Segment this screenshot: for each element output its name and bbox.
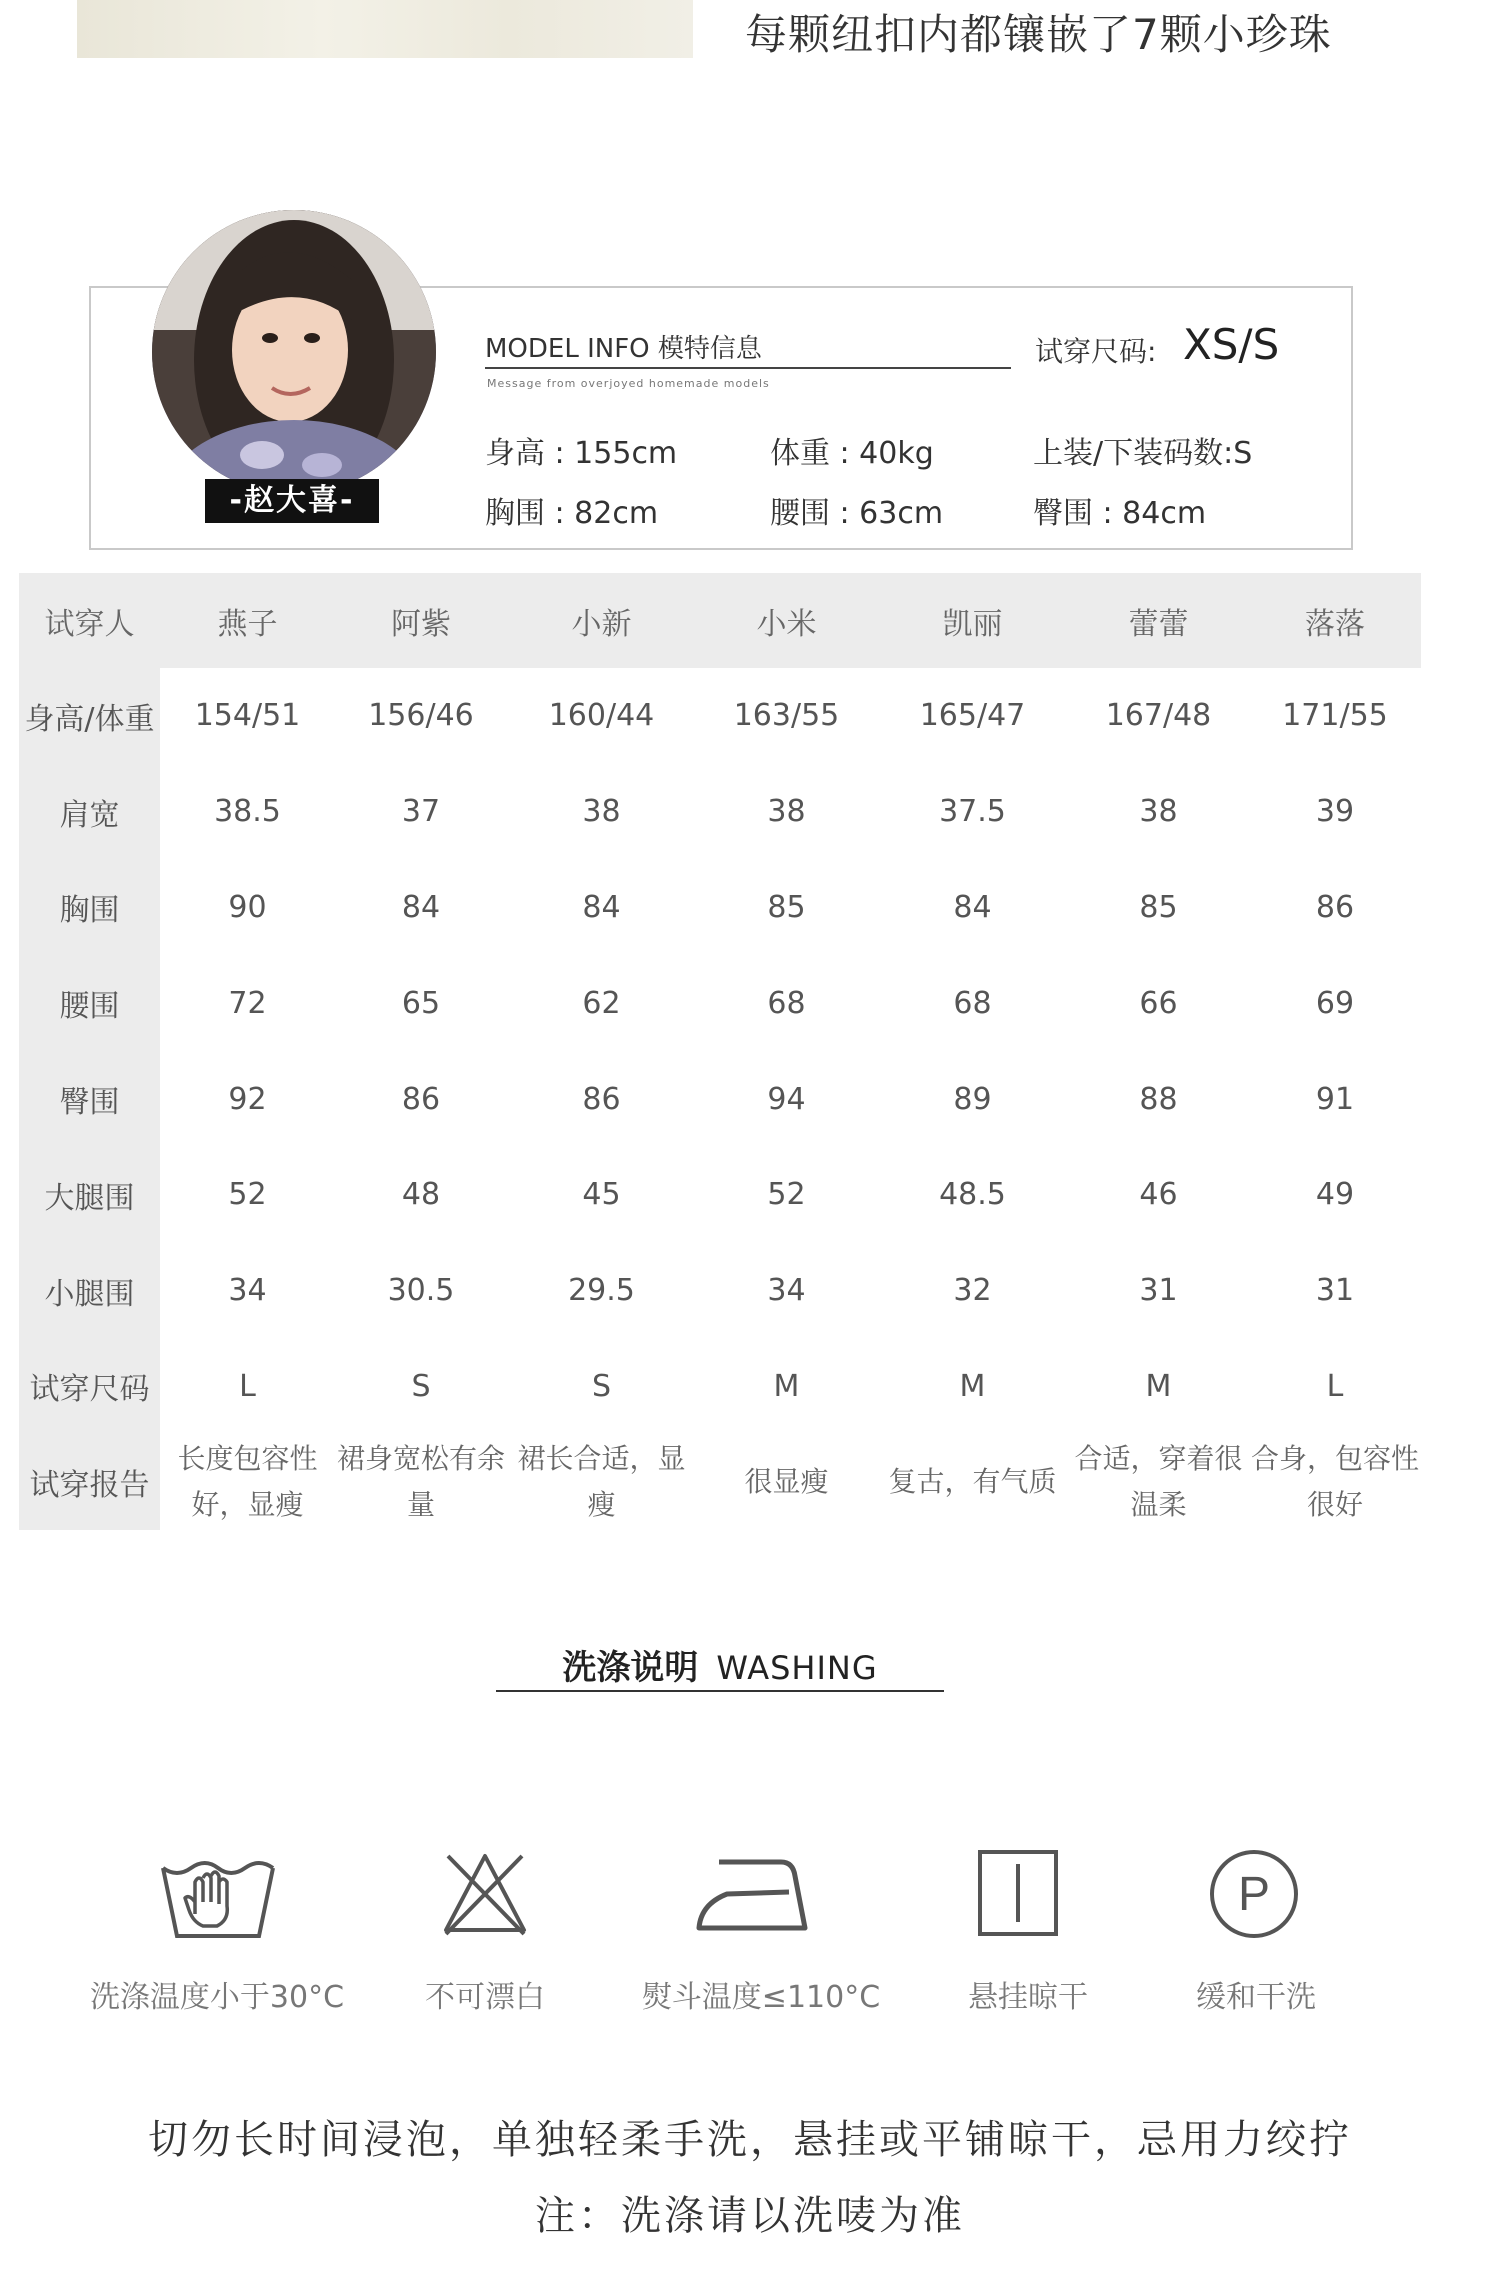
row-label: 臀围	[19, 1051, 160, 1147]
washing-title-en: WASHING	[716, 1649, 878, 1687]
washing-title	[496, 1640, 944, 1689]
model-hip: 臀围 : 84cm	[1033, 496, 1207, 531]
report-cell: 裙长合适，显瘦	[517, 1442, 686, 1522]
table-cell: 48.5	[939, 1177, 1006, 1213]
iron-icon	[693, 1848, 811, 1938]
table-cell: M	[1145, 1368, 1172, 1404]
washing-title-underline	[496, 1690, 944, 1692]
washing-title-cn: 洗涤说明	[562, 1648, 699, 1688]
table-cell: 88	[1139, 1081, 1178, 1117]
model-info-underline	[485, 367, 1011, 369]
table-cell: 171/55	[1282, 698, 1388, 734]
table-cell: 39	[1315, 794, 1355, 830]
row-label: 大腿围	[19, 1147, 160, 1243]
report-cell: 裙身宽松有余量	[336, 1442, 505, 1522]
model-height: 身高 : 155cm	[485, 436, 678, 471]
table-cell: 84	[401, 889, 441, 925]
iron-label: 熨斗温度≤110°C	[641, 1980, 881, 2015]
table-cell: 68	[953, 985, 992, 1021]
report-cell: 长度包容性好，显瘦	[177, 1442, 318, 1522]
table-row	[19, 764, 1421, 860]
table-cell: 29.5	[568, 1273, 635, 1309]
hang-dry-label: 悬挂晾干	[968, 1980, 1088, 2015]
table-cell: 89	[953, 1081, 992, 1117]
table-cell: 69	[1315, 985, 1355, 1021]
table-row	[19, 1051, 1421, 1147]
table-cell: 46	[1139, 1177, 1178, 1213]
table-cell: 94	[767, 1081, 806, 1117]
model-name-tag: -赵大喜-	[205, 479, 379, 523]
table-cell: 163/55	[733, 698, 840, 734]
product-detail-photo	[77, 0, 693, 58]
table-cell: S	[411, 1368, 431, 1404]
header-cell: 小米	[696, 573, 877, 668]
row-label: 腰围	[19, 955, 160, 1051]
table-cell: 37.5	[939, 794, 1006, 830]
no-bleach-icon	[440, 1848, 530, 1938]
table-cell: 84	[582, 889, 621, 925]
table-cell: 90	[228, 889, 267, 925]
table-cell: M	[959, 1368, 986, 1404]
table-cell: 48	[401, 1177, 441, 1213]
table-cell: 38	[767, 794, 806, 830]
row-label: 身高/体重	[19, 668, 160, 764]
header-cell: 小新	[507, 573, 696, 668]
report-cell: 复古，有气质	[888, 1465, 1057, 1499]
header-cell: 凯丽	[877, 573, 1068, 668]
table-cell: 52	[228, 1177, 267, 1213]
model-bust: 胸围 : 82cm	[485, 496, 659, 531]
table-cell: 160/44	[548, 698, 655, 734]
table-cell: 91	[1315, 1081, 1355, 1117]
dry-clean-label: 缓和干洗	[1196, 1980, 1316, 2015]
hang-dry-icon	[976, 1848, 1060, 1938]
fitting-size-value: XS/S	[1183, 320, 1280, 369]
table-cell: 34	[228, 1273, 267, 1309]
table-row	[19, 860, 1421, 956]
table-cell: 49	[1315, 1177, 1355, 1213]
table-cell: 31	[1315, 1273, 1355, 1309]
table-cell: 165/47	[919, 698, 1026, 734]
fitting-table	[19, 573, 1421, 1530]
report-cell: 很显瘦	[744, 1465, 829, 1499]
table-cell: 30.5	[387, 1273, 455, 1309]
row-label: 胸围	[19, 860, 160, 956]
table-cell: 32	[953, 1273, 992, 1309]
table-cell: 92	[228, 1081, 267, 1117]
table-cell: M	[773, 1368, 800, 1404]
table-row	[19, 1339, 1421, 1435]
header-cell: 阿紫	[335, 573, 507, 668]
row-label: 肩宽	[19, 764, 160, 860]
table-cell: 167/48	[1105, 698, 1212, 734]
header-cell: 试穿人	[19, 573, 160, 668]
report-cell: 合适，穿着很温柔	[1074, 1442, 1243, 1522]
model-portrait-image	[152, 210, 436, 494]
table-cell: 34	[767, 1273, 806, 1309]
table-cell: 52	[767, 1177, 806, 1213]
table-cell: L	[239, 1368, 256, 1404]
dry-clean-p-icon	[1208, 1848, 1300, 1940]
table-cell: 154/51	[194, 698, 301, 734]
table-cell: 156/46	[368, 698, 474, 734]
table-cell: 38.5	[214, 794, 281, 830]
table-cell: 86	[1315, 889, 1355, 925]
table-cell: 38	[582, 794, 621, 830]
table-row	[19, 1243, 1421, 1339]
table-row	[19, 955, 1421, 1051]
row-label: 试穿报告	[19, 1434, 160, 1530]
table-header-row	[19, 573, 1421, 668]
table-cell: 62	[582, 985, 621, 1021]
row-label: 试穿尺码	[19, 1339, 160, 1435]
table-cell: 31	[1139, 1273, 1178, 1309]
washing-label-note: 注：洗涤请以洗唛为准	[535, 2193, 965, 2239]
table-cell: 38	[1139, 794, 1178, 830]
dry-clean-p-letter: P	[1237, 1868, 1271, 1921]
table-cell: 85	[767, 889, 806, 925]
table-cell: 86	[401, 1081, 441, 1117]
table-cell: 68	[767, 985, 806, 1021]
pearl-button-caption: 每颗纽扣内都镶嵌了7颗小珍珠	[745, 10, 1332, 59]
table-cell: 85	[1139, 889, 1178, 925]
model-info-title: MODEL INFO 模特信息	[485, 334, 762, 364]
table-cell: 86	[582, 1081, 621, 1117]
model-weight: 体重 : 40kg	[770, 436, 934, 471]
table-cell: L	[1326, 1368, 1344, 1404]
model-top-bottom-size: 上装/下装码数:S	[1033, 436, 1253, 471]
header-cell: 落落	[1249, 573, 1421, 668]
row-label: 小腿围	[19, 1243, 160, 1339]
no-bleach-label: 不可漂白	[425, 1980, 545, 2015]
table-cell: 72	[228, 985, 267, 1021]
hand-wash-label: 洗涤温度小于30°C	[89, 1980, 345, 2015]
table-row	[19, 1147, 1421, 1243]
washing-note: 切勿长时间浸泡，单独轻柔手洗，悬挂或平铺晾干，忌用力绞拧	[148, 2117, 1352, 2163]
model-avatar	[152, 210, 436, 494]
table-row	[19, 668, 1421, 764]
model-waist: 腰围 : 63cm	[770, 496, 944, 531]
report-cell: 合身，包容性很好	[1250, 1442, 1419, 1522]
table-cell: S	[591, 1368, 612, 1404]
model-info-subtitle: Message from overjoyed homemade models	[487, 377, 770, 390]
table-cell: 66	[1139, 985, 1178, 1021]
table-cell: 45	[582, 1177, 621, 1213]
table-cell: 84	[953, 889, 992, 925]
hand-wash-icon	[155, 1848, 281, 1944]
header-cell: 蕾蕾	[1068, 573, 1249, 668]
table-cell: 37	[401, 794, 441, 830]
table-row	[19, 1434, 1421, 1530]
header-cell: 燕子	[160, 573, 335, 668]
table-cell: 65	[401, 985, 441, 1021]
fitting-size-label: 试穿尺码:	[1035, 335, 1157, 368]
